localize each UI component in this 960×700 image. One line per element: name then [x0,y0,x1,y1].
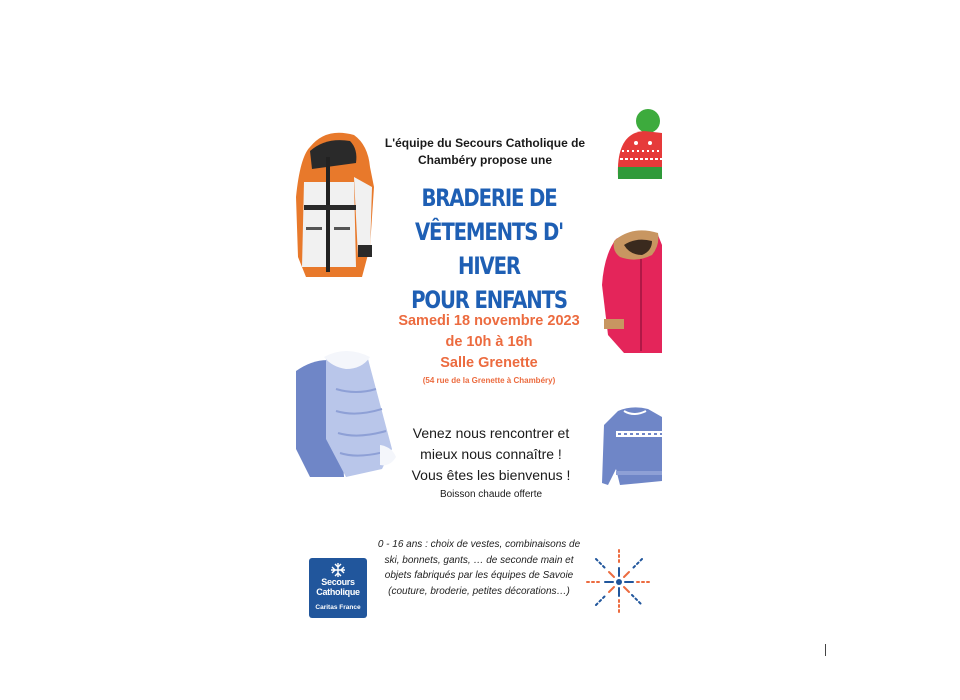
puffer-jacket-icon [296,349,396,479]
drink-note: Boisson chaude offerte [439,489,543,500]
text-cursor [825,644,826,656]
event-address: (54 rue de la Grenette à Chambéry) [422,376,556,385]
welcome-text [376,423,606,503]
logo-line-1: Secours [321,577,355,587]
pink-parka-icon [602,225,662,355]
logo-line-2: Catholique [316,587,360,597]
cross-icon [330,562,346,578]
logo-name [309,577,367,597]
event-hours: de 10h à 16h [445,334,533,350]
welcome-line-2: mieux nous connaître ! [420,446,562,462]
title-line-3: POUR ENFANTS [411,286,567,314]
flyer-page [296,105,662,630]
event-venue: Salle Grenette [440,355,538,371]
knit-hat-icon [614,107,662,183]
firework-icon [583,546,655,618]
welcome-line-1: Venez nous rencontrer et [412,425,570,441]
title-line-1: BRADERIE DE [421,184,557,212]
event-date: Samedi 18 novembre 2023 [398,313,580,329]
secours-catholique-logo [309,558,367,618]
details-text: 0 - 16 ans : choix de vestes, combinaisons de ski, bonnets, gants, … de seconde main et objets fabriqués par les équipes de Savoie (couture, broderie, petites décorations…) [377,539,581,597]
logo-subline: Caritas France [315,604,361,611]
event-title [388,181,590,317]
welcome-line-3: Vous êtes les bienvenus ! [411,467,571,483]
sweater-icon [602,405,662,487]
ski-jacket-icon [296,127,376,282]
event-info [366,311,612,388]
title-line-2: VÊTEMENTS D' HIVER [414,218,564,280]
intro-text: L'équipe du Secours Catholique de Chambéry propose une [384,136,586,167]
